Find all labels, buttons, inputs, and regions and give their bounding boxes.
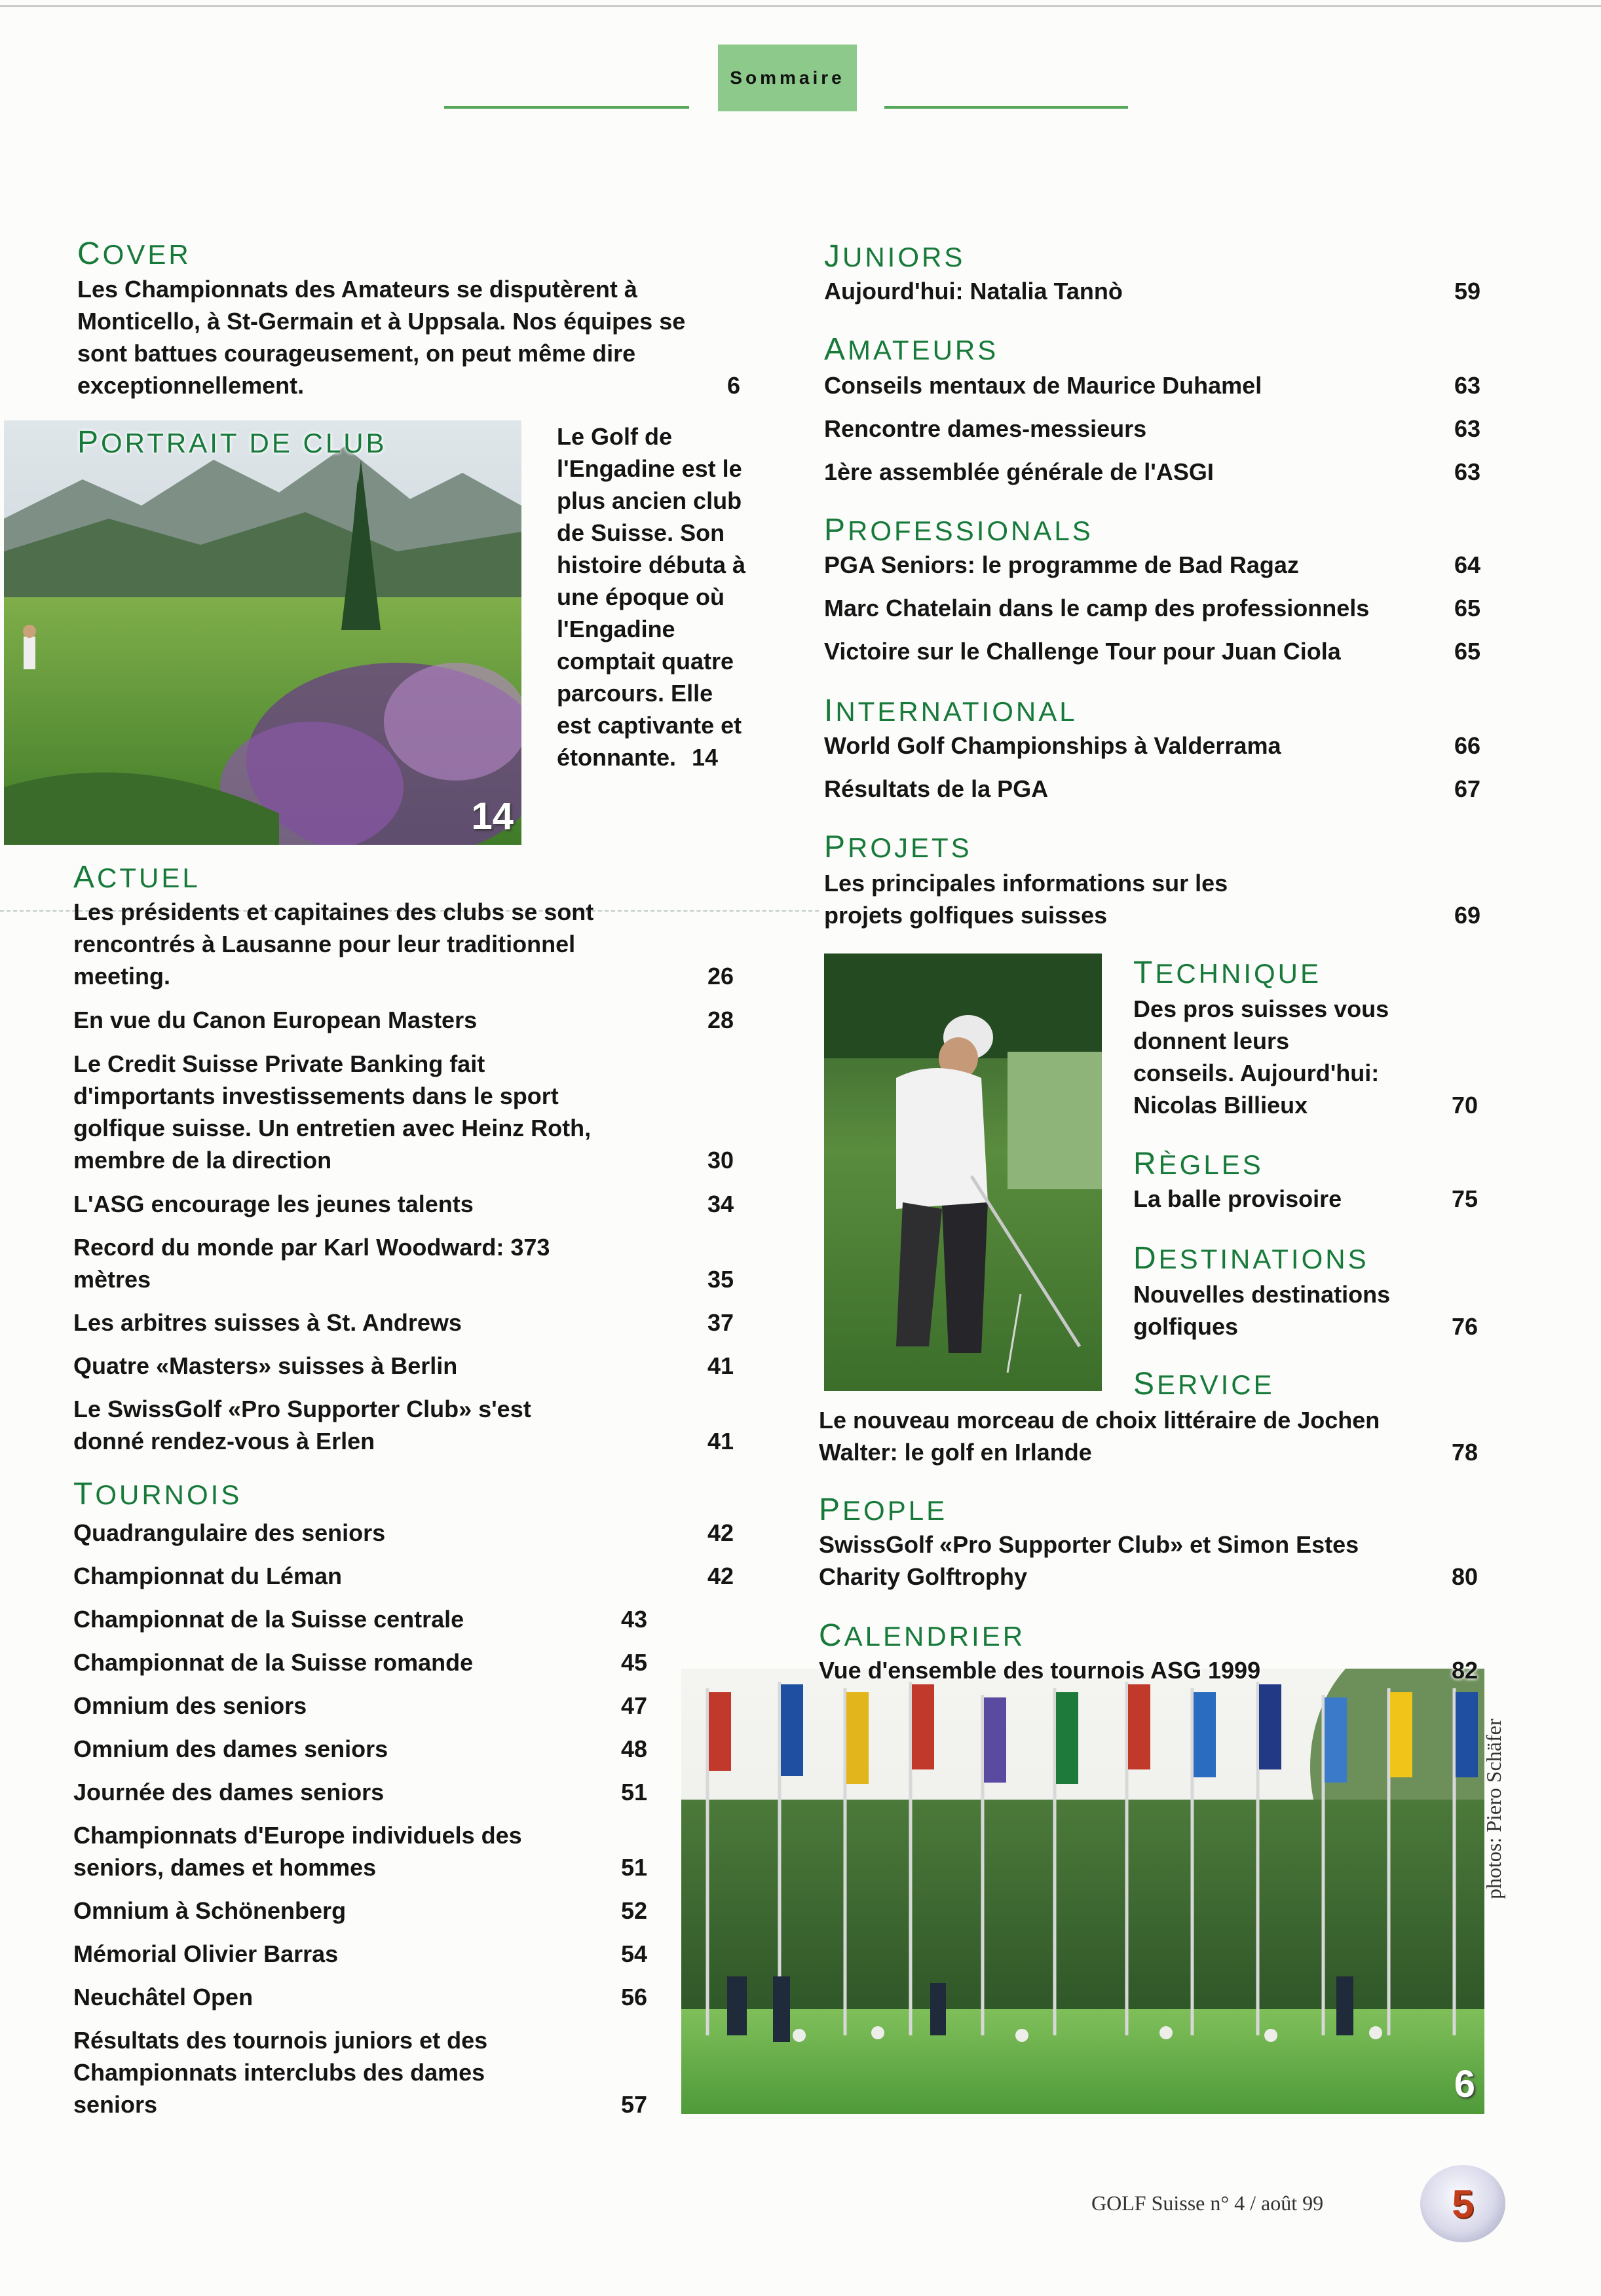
professionals-item-page: 65	[1454, 638, 1480, 665]
international-item-page: 67	[1454, 775, 1480, 802]
tournois-item[interactable]: Championnat du Léman	[73, 1563, 343, 1589]
people-item-page: 80	[1451, 1563, 1478, 1590]
engadine-landscape-image	[4, 420, 521, 845]
actuel-item-page: 26	[707, 963, 734, 990]
service-item-page: 78	[1451, 1439, 1478, 1466]
tournois-item-page: 42	[707, 1519, 734, 1546]
tournois-item[interactable]: Championnat de la Suisse romande	[73, 1649, 474, 1676]
section-portrait-title: PORTRAIT DE CLUB	[77, 425, 387, 460]
tournois-item[interactable]: Championnats d'Europe individuels des seniors, dames et hommes	[73, 1822, 522, 1881]
calendrier-item-page: 82	[1451, 1657, 1478, 1684]
tournois-item-page: 47	[620, 1692, 647, 1719]
engadine-photo	[4, 420, 521, 845]
professionals-item-page: 65	[1454, 595, 1480, 621]
section-projets-title: PROJETS	[824, 830, 972, 864]
top-rule	[0, 5, 1601, 7]
projets-item[interactable]: Les principales informations sur les projets golfiques suisses	[824, 870, 1228, 929]
professionals-item-page: 64	[1454, 551, 1480, 578]
footer-magazine: GOLF Suisse n° 4 / août 99	[1091, 2191, 1324, 2215]
page-number: 5	[1452, 2181, 1474, 2226]
regles-item[interactable]: La balle provisoire	[1133, 1185, 1342, 1212]
regles-item-page: 75	[1451, 1185, 1478, 1212]
amateurs-item[interactable]: Conseils mentaux de Maurice Duhamel	[824, 372, 1262, 399]
tournois-item-page: 51	[620, 1779, 647, 1805]
section-calendrier-title: CALENDRIER	[819, 1618, 1026, 1653]
actuel-item-page: 35	[707, 1266, 734, 1293]
actuel-item[interactable]: Le SwissGolf «Pro Supporter Club» s'est donné rendez-vous à Erlen	[73, 1396, 531, 1454]
section-technique-title: TECHNIQUE	[1133, 955, 1322, 990]
tournois-item-page: 51	[620, 1854, 647, 1881]
photo-credit: photos: Piero Schäfer	[1482, 1718, 1505, 1899]
amateurs-item[interactable]: Rencontre dames-messieurs	[824, 415, 1147, 442]
flags-photo-badge: 6	[1454, 2063, 1475, 2105]
tournois-item-page: 56	[620, 1984, 647, 2010]
tournois-item[interactable]: Quadrangulaire des seniors	[73, 1519, 386, 1546]
amateurs-item-page: 63	[1454, 458, 1480, 485]
tournois-item-page: 52	[620, 1897, 647, 1924]
tournois-item[interactable]: Neuchâtel Open	[73, 1984, 254, 2010]
header-rule-right	[884, 106, 1128, 109]
technique-item[interactable]: Des pros suisses vous donnent leurs conseils. Aujourd'hui: Nicolas Billieux	[1133, 995, 1389, 1119]
section-professionals-title: PROFESSIONALS	[824, 513, 1093, 547]
cover-page: 6	[726, 372, 740, 399]
section-juniors-title: JUNIORS	[824, 239, 966, 274]
section-international-title: INTERNATIONAL	[824, 694, 1078, 728]
header-rule-left	[444, 106, 689, 109]
actuel-item[interactable]: Record du monde par Karl Woodward: 373 mètres	[73, 1234, 550, 1293]
actuel-item-page: 34	[707, 1191, 734, 1217]
actuel-item[interactable]: L'ASG encourage les jeunes talents	[73, 1191, 474, 1217]
actuel-item-page: 30	[707, 1147, 734, 1174]
portrait-page: 14	[692, 744, 719, 771]
technique-item-page: 70	[1451, 1092, 1478, 1119]
tournois-item[interactable]: Omnium des seniors	[73, 1692, 307, 1719]
section-actuel-title: ACTUEL	[73, 860, 200, 895]
international-item[interactable]: World Golf Championships à Valderrama	[824, 732, 1281, 759]
destinations-item[interactable]: Nouvelles destinations golfiques	[1133, 1281, 1391, 1340]
actuel-item-page: 41	[707, 1428, 734, 1454]
actuel-item[interactable]: Les arbitres suisses à St. Andrews	[73, 1309, 462, 1336]
flags-photo	[681, 1669, 1484, 2114]
sommaire-label: Sommaire	[730, 67, 845, 88]
calendrier-item[interactable]: Vue d'ensemble des tournois ASG 1999	[819, 1657, 1261, 1684]
international-item[interactable]: Résultats de la PGA	[824, 775, 1049, 802]
destinations-item-page: 76	[1451, 1313, 1478, 1340]
flags-image	[681, 1669, 1484, 2114]
amateurs-item[interactable]: 1ère assemblée générale de l'ASGI	[824, 458, 1214, 485]
section-tournois-title: TOURNOIS	[73, 1477, 242, 1511]
service-item[interactable]: Le nouveau morceau de choix littéraire de Jochen Walter: le golf en Irlande	[819, 1407, 1380, 1466]
actuel-item[interactable]: Les présidents et capitaines des clubs se sont rencontrés à Lausanne pour leur traditionnel meeting.	[73, 898, 594, 990]
tournois-item[interactable]: Omnium à Schönenberg	[73, 1897, 347, 1924]
golfer-photo	[824, 954, 1102, 1391]
cover-entry[interactable]: Les Championnats des Amateurs se disputèrent à Monticello, à St-Germain et à Uppsala. Nos équipes se sont battues courageusement, on peut même dire exceptionnellement.	[77, 276, 686, 399]
golfer-image	[824, 954, 1102, 1391]
juniors-item[interactable]: Aujourd'hui: Natalia Tannò	[824, 278, 1123, 305]
projets-item-page: 69	[1454, 902, 1480, 929]
amateurs-item-page: 63	[1454, 372, 1480, 399]
page-number-badge	[1420, 2165, 1505, 2242]
juniors-item-page: 59	[1454, 278, 1480, 305]
actuel-item-page: 28	[707, 1007, 734, 1033]
tournois-item[interactable]: Journée des dames seniors	[73, 1779, 385, 1805]
actuel-item[interactable]: Le Credit Suisse Private Banking fait d'importants investissements dans le sport golfique suisse. Un entretien avec Heinz Roth, membre de la direction	[73, 1050, 592, 1174]
tournois-item[interactable]: Résultats des tournois juniors et des Championnats interclubs des dames seniors	[73, 2027, 488, 2118]
tournois-item-page: 43	[620, 1606, 647, 1633]
section-destinations-title: DESTINATIONS	[1133, 1241, 1369, 1276]
section-people-title: PEOPLE	[819, 1492, 948, 1527]
section-service-title: SERVICE	[1133, 1367, 1275, 1401]
people-item[interactable]: SwissGolf «Pro Supporter Club» et Simon Estes Charity Golftrophy	[819, 1531, 1359, 1590]
tournois-item-page: 48	[620, 1735, 647, 1762]
actuel-item-page: 41	[707, 1352, 734, 1379]
international-item-page: 66	[1454, 732, 1480, 759]
professionals-item[interactable]: Marc Chatelain dans le camp des professionnels	[824, 595, 1370, 621]
actuel-item[interactable]: Quatre «Masters» suisses à Berlin	[73, 1352, 458, 1379]
section-regles-title: RÈGLES	[1133, 1147, 1264, 1181]
amateurs-item-page: 63	[1454, 415, 1480, 442]
portrait-entry[interactable]	[557, 420, 753, 773]
actuel-item-page: 37	[707, 1309, 734, 1336]
tournois-item[interactable]: Omnium des dames seniors	[73, 1735, 388, 1762]
tournois-item[interactable]: Mémorial Olivier Barras	[73, 1940, 339, 1967]
sommaire-header	[718, 45, 857, 111]
engadine-photo-badge: 14	[471, 795, 514, 838]
tournois-item-page: 45	[620, 1649, 647, 1676]
portrait-entry-text: Le Golf de l'Engadine est le plus ancien club de Suisse. Son histoire débuta à une époque où l'Engadine comptait quatre parcours. Elle est captivante et étonnante.	[557, 423, 746, 771]
section-amateurs-title: AMATEURS	[824, 332, 999, 367]
tournois-item[interactable]: Championnat de la Suisse centrale	[73, 1606, 464, 1633]
actuel-item[interactable]: En vue du Canon European Masters	[73, 1007, 478, 1033]
section-cover-title: COVER	[77, 236, 191, 271]
professionals-item[interactable]: PGA Seniors: le programme de Bad Ragaz	[824, 551, 1299, 578]
tournois-item-page: 42	[707, 1563, 734, 1589]
tournois-item-page: 57	[620, 2091, 647, 2118]
tournois-item-page: 54	[620, 1940, 647, 1967]
professionals-item[interactable]: Victoire sur le Challenge Tour pour Juan Ciola	[824, 638, 1341, 665]
